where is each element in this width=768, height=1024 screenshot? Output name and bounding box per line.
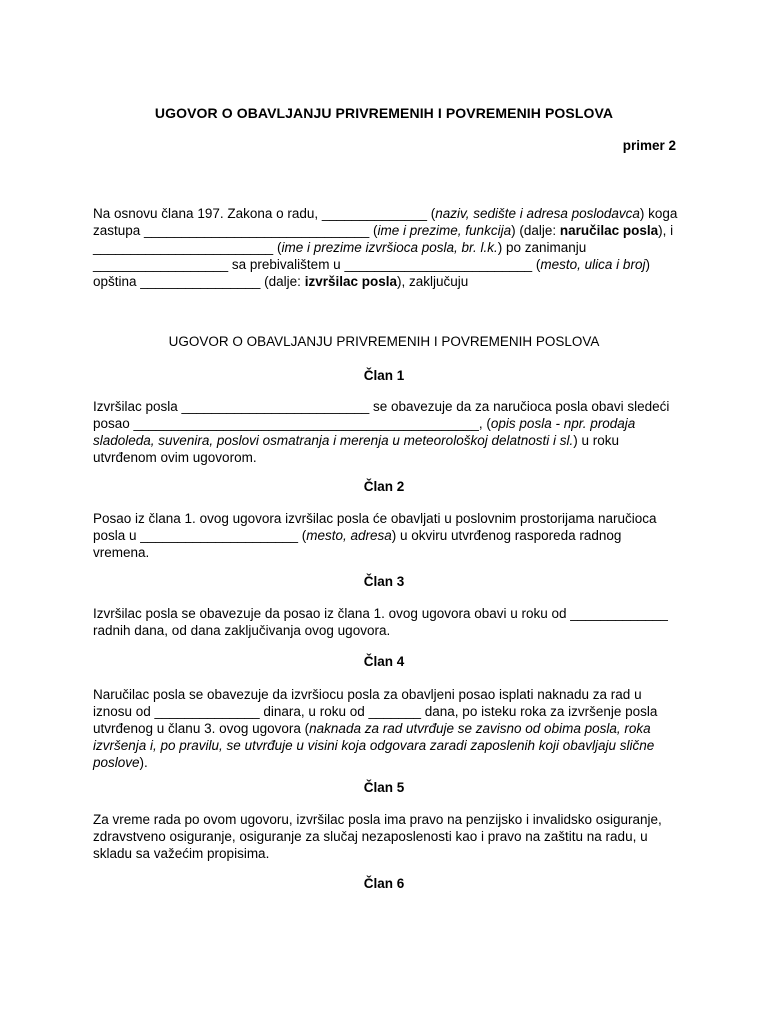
clan-1-text: Izvršilac posla _________________________ se obavezuje da za naručioca posla obavi sledeći posao ______________________________________________, (opis posla - npr. prodaja sladoleda, suvenira, poslovi osmatranja i merenja u meteorološkoj delatnosti i sl.) u roku utvrđenom ovim ugovorom.: [93, 399, 670, 465]
clan-4-heading: Član 4: [363, 654, 405, 669]
clan-3-heading: Član 3: [363, 574, 405, 589]
clan-1-heading: Član 1: [363, 368, 405, 383]
document-title: UGOVOR O OBAVLJANJU PRIVREMENIH I POVREMENIH POSLOVA: [154, 105, 614, 121]
clan-2-heading: Član 2: [363, 479, 405, 494]
clan-3-text: Izvršilac posla se obavezuje da posao iz člana 1. ovog ugovora obavi u roku od _____________ radnih dana, od dana zaključivanja ovog ugovora.: [93, 606, 668, 638]
document-subtitle: primer 2: [622, 138, 676, 153]
clan-5-heading: Član 5: [363, 780, 405, 795]
clan-6-heading: Član 6: [363, 876, 405, 891]
clan-2-text: Posao iz člana 1. ovog ugovora izvršilac posla će obavljati u poslovnim prostorijama naručioca posla u _____________________ (mesto, adresa) u okviru utvrđenog rasporeda radnog vremena.: [93, 511, 657, 560]
contract-heading: UGOVOR O OBAVLJANJU PRIVREMENIH I POVREMENIH POSLOVA: [168, 334, 600, 349]
clan-5-text: Za vreme rada po ovom ugovoru, izvršilac posla ima pravo na penzijsko i invalidsko osiguranje, zdravstveno osiguranje, osiguranje za slučaj nezaposlenosti kao i pravo na zaštitu na radu, u skladu sa važećim propisima.: [93, 812, 662, 861]
intro-paragraph: Na osnovu člana 197. Zakona o radu, ______________ (naziv, sedište i adresa poslodavca) koga zastupa ______________________________ (ime i prezime, funkcija) (dalje: naručilac posla), i ________________________ (ime i prezime izvršioca posla, br. l.k.) po zanimanju __________________ sa prebivalištem u _________________________ (mesto, ulica i broj) opština ________________ (dalje: izvršilac posla), zaključuju: [93, 206, 678, 289]
clan-4-text: Naručilac posla se obavezuje da izvršiocu posla za obavljeni posao isplati naknadu za rad u iznosu od ______________ dinara, u roku od _______ dana, po isteku roka za izvršenje posla utvrđenog u članu 3. ovog ugovora (naknada za rad utvrđuje se zavisno od obima posla, roka izvršenja i, po pravilu, se utvrđuje u visini koja odgovara zaradi zaposlenih koji obavljaju slične poslove).: [93, 687, 658, 770]
